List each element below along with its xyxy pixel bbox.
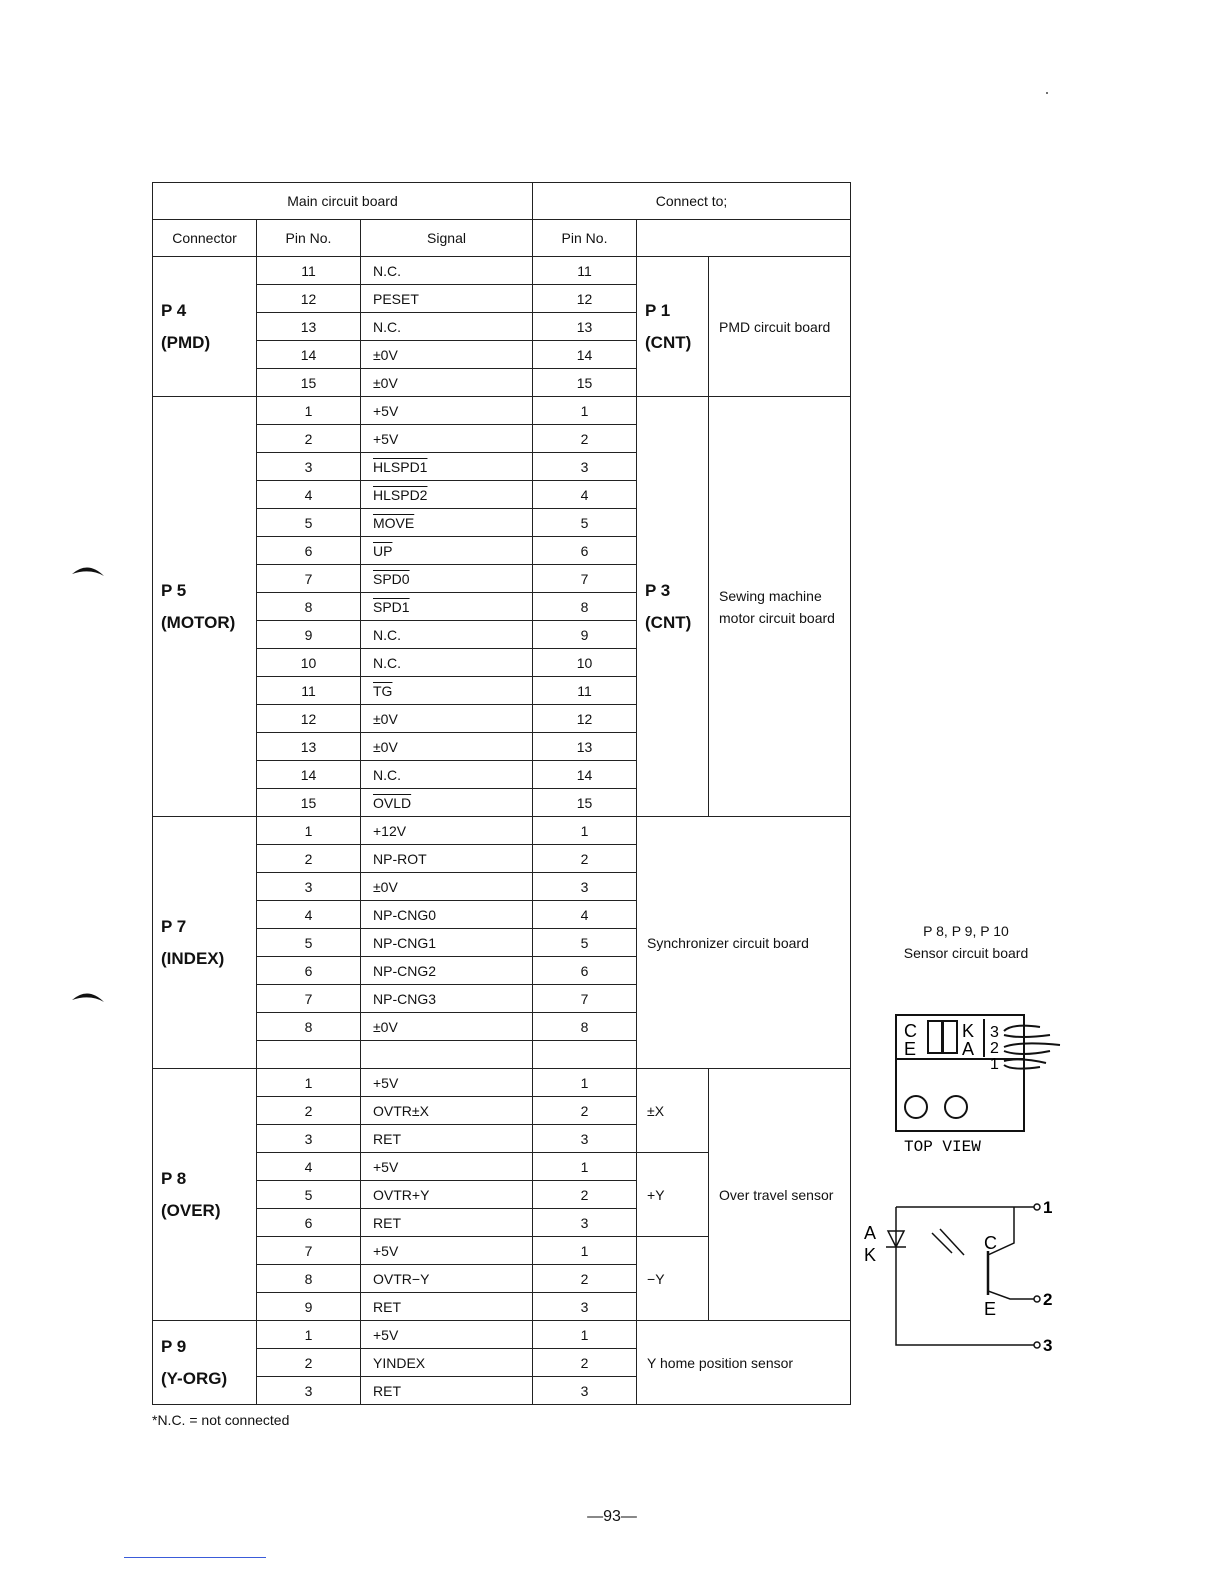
signal-cell: NP-CNG1 bbox=[361, 929, 533, 957]
dest-pin-cell: 2 bbox=[533, 1181, 637, 1209]
dest-pin-cell: 14 bbox=[533, 761, 637, 789]
pin-cell: 3 bbox=[257, 873, 361, 901]
dest-pin-cell: 3 bbox=[533, 1377, 637, 1405]
terminal-2-icon bbox=[1034, 1296, 1040, 1302]
signal-cell: ±0V bbox=[361, 341, 533, 369]
connector-sub: (Y-ORG) bbox=[161, 1368, 228, 1388]
signal-cell: RET bbox=[361, 1209, 533, 1237]
pin-cell: 8 bbox=[257, 1013, 361, 1041]
signal-text-overlined: HLSPD2 bbox=[373, 486, 428, 503]
header-pin-no: Pin No. bbox=[257, 220, 361, 257]
pin-cell: 3 bbox=[257, 1377, 361, 1405]
scan-dot bbox=[1046, 92, 1048, 94]
header-signal: Signal bbox=[361, 220, 533, 257]
header-destination-blank bbox=[637, 220, 851, 257]
signal-cell: ±0V bbox=[361, 733, 533, 761]
pin-cell: 5 bbox=[257, 509, 361, 537]
sensor-top-view-diagram bbox=[880, 1005, 1080, 1165]
pin-cell: 3 bbox=[257, 453, 361, 481]
dest-pin-cell: 14 bbox=[533, 341, 637, 369]
signal-cell: +5V bbox=[361, 1321, 533, 1349]
pin-cell: 6 bbox=[257, 1209, 361, 1237]
table-row bbox=[153, 397, 851, 425]
signal-cell: RET bbox=[361, 1377, 533, 1405]
signal-text-overlined: SPD0 bbox=[373, 570, 410, 587]
dest-pin-cell: 12 bbox=[533, 705, 637, 733]
pin-label-e: E bbox=[904, 1039, 917, 1059]
sensor-board-subtitle: Sensor circuit board bbox=[903, 945, 1029, 961]
connector-name: P 4 bbox=[161, 300, 187, 320]
connector-p4 bbox=[153, 257, 257, 397]
dest-connector-p1 bbox=[637, 257, 709, 397]
dest-pin-cell: 12 bbox=[533, 285, 637, 313]
signal-cell bbox=[361, 565, 533, 593]
connector-p8 bbox=[153, 1069, 257, 1321]
signal-cell: YINDEX bbox=[361, 1349, 533, 1377]
dest-pin-cell: 3 bbox=[533, 1209, 637, 1237]
pin-cell: 4 bbox=[257, 481, 361, 509]
pin-label-c: C bbox=[904, 1021, 917, 1041]
signal-cell: +12V bbox=[361, 817, 533, 845]
dest-board-synchronizer: Synchronizer circuit board bbox=[637, 817, 851, 1069]
pin-cell: 14 bbox=[257, 761, 361, 789]
signal-cell-empty bbox=[361, 1041, 533, 1069]
sensor-chip-left bbox=[928, 1021, 942, 1053]
footnote: *N.C. = not connected bbox=[152, 1412, 290, 1428]
dest-pin-cell-empty bbox=[533, 1041, 637, 1069]
dest-pin-cell: 6 bbox=[533, 957, 637, 985]
table-row bbox=[153, 1321, 851, 1349]
table-row bbox=[153, 257, 851, 285]
dest-board-motor: Sewing machine motor circuit board bbox=[709, 397, 851, 817]
signal-text-overlined: $\overline{UP}$ bbox=[373, 542, 393, 559]
signal-cell: ±0V bbox=[361, 369, 533, 397]
dest-pin-cell: 1 bbox=[533, 1153, 637, 1181]
connector-sub: (MOTOR) bbox=[161, 612, 236, 632]
signal-cell: NP-CNG3 bbox=[361, 985, 533, 1013]
pin-cell: 12 bbox=[257, 285, 361, 313]
pin-cell: 7 bbox=[257, 985, 361, 1013]
pin-cell: 15 bbox=[257, 789, 361, 817]
pin-num-3: 3 bbox=[990, 1024, 999, 1041]
pin-cell: 1 bbox=[257, 1069, 361, 1097]
connector-name: P 9 bbox=[161, 1336, 187, 1356]
pin-cell: 5 bbox=[257, 929, 361, 957]
dest-pin-cell: 4 bbox=[533, 901, 637, 929]
mounting-hole-left bbox=[905, 1096, 927, 1118]
dest-pin-cell: 5 bbox=[533, 929, 637, 957]
signal-cell: NP-ROT bbox=[361, 845, 533, 873]
dest-board-over-travel: Over travel sensor bbox=[709, 1069, 851, 1321]
dest-pin-cell: 1 bbox=[533, 1321, 637, 1349]
dest-pin-cell: 6 bbox=[533, 537, 637, 565]
dest-pin-cell: 2 bbox=[533, 1349, 637, 1377]
signal-text-overlined: MOVE bbox=[373, 514, 415, 531]
dest-pin-cell: 2 bbox=[533, 1097, 637, 1125]
signal-cell: +5V bbox=[361, 397, 533, 425]
pin-num-1: 1 bbox=[990, 1056, 999, 1073]
dest-board-y-home: Y home position sensor bbox=[637, 1321, 851, 1405]
sensor-board-title: P 8, P 9, P 10 bbox=[923, 923, 1009, 939]
dest-pin-cell: 3 bbox=[533, 873, 637, 901]
signal-text-overlined: $\overline{TG}$ bbox=[373, 682, 393, 699]
dest-pin-cell: 1 bbox=[533, 1069, 637, 1097]
header-main-board: Main circuit board bbox=[153, 183, 533, 220]
page-number: —93— bbox=[587, 1508, 637, 1525]
schematic-label-e: E bbox=[984, 1299, 997, 1319]
dest-pin-cell: 1 bbox=[533, 817, 637, 845]
pin-num-2: 2 bbox=[990, 1040, 999, 1057]
light-arrow-1 bbox=[932, 1233, 952, 1253]
dest-pin-cell: 3 bbox=[533, 1293, 637, 1321]
table-row bbox=[153, 1069, 851, 1097]
signal-cell bbox=[361, 593, 533, 621]
dest-pin-cell: 13 bbox=[533, 313, 637, 341]
signal-cell bbox=[361, 453, 533, 481]
pin-cell: 13 bbox=[257, 313, 361, 341]
terminal-3-icon bbox=[1034, 1342, 1040, 1348]
dest-pin-cell: 13 bbox=[533, 733, 637, 761]
connector-p7 bbox=[153, 817, 257, 1069]
axis-minus-y: −Y bbox=[637, 1237, 709, 1321]
signal-text-overlined: SPD1 bbox=[373, 598, 410, 615]
wire-lead-2 bbox=[1004, 1043, 1060, 1054]
signal-cell bbox=[361, 481, 533, 509]
signal-cell: +5V bbox=[361, 1069, 533, 1097]
dest-pin-cell: 2 bbox=[533, 845, 637, 873]
dest-pin-cell: 2 bbox=[533, 425, 637, 453]
connector-name: P 7 bbox=[161, 916, 187, 936]
signal-text-overlined: HLSPD1 bbox=[373, 458, 428, 475]
dest-pin-cell: 5 bbox=[533, 509, 637, 537]
dest-pin-cell: 1 bbox=[533, 1237, 637, 1265]
signal-cell: ±0V bbox=[361, 705, 533, 733]
axis-plus-y: +Y bbox=[637, 1153, 709, 1237]
dest-pin-cell: 3 bbox=[533, 1125, 637, 1153]
pin-cell: 1 bbox=[257, 1321, 361, 1349]
pin-cell: 12 bbox=[257, 705, 361, 733]
sensor-board-caption bbox=[880, 920, 1052, 964]
pin-label-a: A bbox=[962, 1039, 975, 1059]
schematic-label-a: A bbox=[864, 1223, 877, 1243]
pin-cell: 6 bbox=[257, 957, 361, 985]
pin-label-k: K bbox=[962, 1021, 975, 1041]
dest-board-pmd: PMD circuit board bbox=[709, 257, 851, 397]
signal-cell: N.C. bbox=[361, 649, 533, 677]
pin-cell: 4 bbox=[257, 901, 361, 929]
signal-cell: ±0V bbox=[361, 1013, 533, 1041]
dest-pin-cell: 7 bbox=[533, 565, 637, 593]
signal-cell: N.C. bbox=[361, 257, 533, 285]
pin-cell: 8 bbox=[257, 1265, 361, 1293]
signal-cell: RET bbox=[361, 1293, 533, 1321]
pin-cell-empty bbox=[257, 1041, 361, 1069]
light-arrow-2 bbox=[940, 1229, 964, 1255]
pin-cell: 11 bbox=[257, 257, 361, 285]
schematic-label-k: K bbox=[864, 1245, 877, 1265]
signal-cell: +5V bbox=[361, 1153, 533, 1181]
dest-pin-cell: 7 bbox=[533, 985, 637, 1013]
pin-cell: 9 bbox=[257, 1293, 361, 1321]
signal-text-overlined: OVLD bbox=[373, 794, 412, 811]
pin-cell: 7 bbox=[257, 565, 361, 593]
schematic-label-c: C bbox=[984, 1233, 997, 1253]
pin-cell: 14 bbox=[257, 341, 361, 369]
signal-cell bbox=[361, 677, 533, 705]
signal-cell: RET bbox=[361, 1125, 533, 1153]
terminal-1-icon bbox=[1034, 1204, 1040, 1210]
mounting-hole-right bbox=[945, 1096, 967, 1118]
wire-lead-3 bbox=[1004, 1026, 1050, 1037]
pin-cell: 2 bbox=[257, 1349, 361, 1377]
pin-cell: 11 bbox=[257, 677, 361, 705]
dest-pin-cell: 15 bbox=[533, 789, 637, 817]
pin-cell: 8 bbox=[257, 593, 361, 621]
signal-cell bbox=[361, 537, 533, 565]
pin-cell: 13 bbox=[257, 733, 361, 761]
top-view-label: TOP VIEW bbox=[904, 1138, 981, 1156]
dest-connector-p3 bbox=[637, 397, 709, 817]
terminal-label-2: 2 bbox=[1043, 1290, 1053, 1309]
signal-cell: OVTR−Y bbox=[361, 1265, 533, 1293]
phototransistor-icon bbox=[988, 1207, 1034, 1299]
pin-cell: 1 bbox=[257, 817, 361, 845]
connector-sub: (PMD) bbox=[161, 332, 211, 352]
axis-x: ±X bbox=[637, 1069, 709, 1153]
pin-cell: 10 bbox=[257, 649, 361, 677]
dest-pin-cell: 1 bbox=[533, 397, 637, 425]
pin-cell: 15 bbox=[257, 369, 361, 397]
signal-cell: +5V bbox=[361, 425, 533, 453]
dest-pin-cell: 8 bbox=[533, 593, 637, 621]
photo-interrupter-schematic bbox=[860, 1195, 1060, 1355]
pin-cell: 2 bbox=[257, 1097, 361, 1125]
dest-pin-cell: 2 bbox=[533, 1265, 637, 1293]
connector-sub: (OVER) bbox=[161, 1200, 221, 1220]
dest-pin-cell: 3 bbox=[533, 453, 637, 481]
dest-connector-name: P 1 bbox=[645, 300, 671, 320]
sensor-chip-right bbox=[943, 1021, 957, 1053]
connector-name: P 5 bbox=[161, 580, 187, 600]
dest-pin-cell: 15 bbox=[533, 369, 637, 397]
pin-cell: 2 bbox=[257, 425, 361, 453]
header-connector: Connector bbox=[153, 220, 257, 257]
signal-cell: N.C. bbox=[361, 761, 533, 789]
scan-blue-line bbox=[124, 1557, 266, 1558]
header-pin-no-dest: Pin No. bbox=[533, 220, 637, 257]
signal-cell: ±0V bbox=[361, 873, 533, 901]
pin-cell: 6 bbox=[257, 537, 361, 565]
pin-cell: 3 bbox=[257, 1125, 361, 1153]
dest-pin-cell: 9 bbox=[533, 621, 637, 649]
scan-mark-icon bbox=[70, 986, 110, 1006]
pin-cell: 7 bbox=[257, 1237, 361, 1265]
signal-cell: N.C. bbox=[361, 621, 533, 649]
terminal-label-1: 1 bbox=[1043, 1198, 1053, 1217]
signal-cell: OVTR±X bbox=[361, 1097, 533, 1125]
signal-cell bbox=[361, 789, 533, 817]
pin-cell: 5 bbox=[257, 1181, 361, 1209]
signal-cell: NP-CNG2 bbox=[361, 957, 533, 985]
dest-pin-cell: 11 bbox=[533, 677, 637, 705]
pin-cell: 4 bbox=[257, 1153, 361, 1181]
dest-pin-cell: 4 bbox=[533, 481, 637, 509]
header-connect-to: Connect to; bbox=[533, 183, 851, 220]
signal-cell bbox=[361, 509, 533, 537]
dest-connector-name: P 3 bbox=[645, 580, 671, 600]
table-row bbox=[153, 817, 851, 845]
dest-pin-cell: 11 bbox=[533, 257, 637, 285]
connector-sub: (INDEX) bbox=[161, 948, 225, 968]
connector-name: P 8 bbox=[161, 1168, 187, 1188]
terminal-label-3: 3 bbox=[1043, 1336, 1053, 1355]
dest-connector-sub: (CNT) bbox=[645, 612, 692, 632]
signal-cell: +5V bbox=[361, 1237, 533, 1265]
signal-cell: N.C. bbox=[361, 313, 533, 341]
dest-pin-cell: 10 bbox=[533, 649, 637, 677]
signal-cell: NP-CNG0 bbox=[361, 901, 533, 929]
dest-connector-sub: (CNT) bbox=[645, 332, 692, 352]
connector-p5 bbox=[153, 397, 257, 817]
pin-cell: 1 bbox=[257, 397, 361, 425]
pin-cell: 2 bbox=[257, 845, 361, 873]
dest-pin-cell: 8 bbox=[533, 1013, 637, 1041]
signal-cell: OVTR+Y bbox=[361, 1181, 533, 1209]
scan-mark-icon bbox=[70, 560, 110, 580]
signal-cell: PESET bbox=[361, 285, 533, 313]
connector-p9 bbox=[153, 1321, 257, 1405]
pin-cell: 9 bbox=[257, 621, 361, 649]
pin-assignment-table bbox=[152, 182, 851, 1405]
